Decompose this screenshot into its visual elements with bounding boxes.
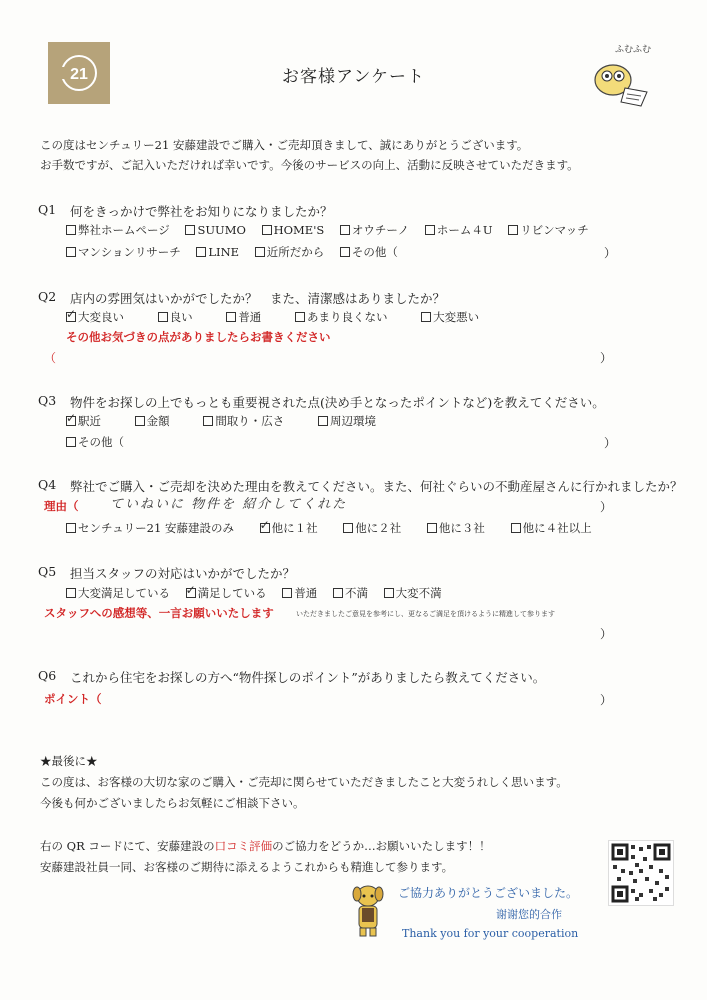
- q1-option[interactable]: その他（: [340, 244, 398, 260]
- q5-option[interactable]: 不満: [333, 585, 368, 601]
- checkbox[interactable]: [158, 312, 168, 322]
- checkbox[interactable]: [255, 247, 265, 257]
- q1-option[interactable]: オウチーノ: [340, 222, 409, 238]
- checkbox[interactable]: [508, 225, 518, 235]
- q4-close-paren: ）: [600, 500, 613, 514]
- q1-label: Q1: [38, 202, 57, 217]
- checkbox-checked[interactable]: [260, 523, 270, 533]
- q5-option[interactable]: ✓ 満足している: [186, 585, 267, 601]
- q4-label: Q4: [38, 477, 57, 492]
- review-highlight: 口コミ評価: [214, 839, 273, 853]
- checkbox[interactable]: [340, 225, 350, 235]
- q4-option[interactable]: ✓ 他に１社: [260, 520, 318, 536]
- q2-options: [66, 309, 491, 325]
- q5-options: [66, 585, 454, 601]
- q4-option[interactable]: 他に３社: [427, 520, 485, 536]
- qr-code[interactable]: [608, 840, 674, 906]
- checkbox-checked[interactable]: [66, 312, 76, 322]
- q1-option[interactable]: HOME'S: [262, 223, 325, 237]
- checkbox[interactable]: [425, 225, 435, 235]
- q3-options: [66, 413, 388, 429]
- q5-option[interactable]: 普通: [282, 585, 317, 601]
- q5-close-paren: ）: [600, 627, 613, 641]
- thanks-chinese: 谢谢您的合作: [496, 908, 562, 921]
- q5-text: 担当スタッフの対応はいかがでしたか？: [70, 566, 296, 581]
- qr-request: 右の QR コードにて、安藤建設の口コミ評価のご協力をどうか…お願いいたします！！: [40, 839, 491, 853]
- q1-option[interactable]: 弊社ホームページ: [66, 222, 170, 238]
- closing-line-2: 今後も何かございましたらお気軽にご相談下さい。: [40, 796, 305, 810]
- mascot-dog-icon: [348, 882, 388, 938]
- q4-handwritten-answer[interactable]: ていねいに 物件を 紹介してくれた: [110, 497, 348, 512]
- checkbox[interactable]: [343, 523, 353, 533]
- q2-option[interactable]: 良い: [158, 309, 193, 325]
- q6-text: これから住宅をお探しの方へ“物件探しのポイント”がありましたら教えてください。: [70, 670, 546, 685]
- q1-row2: [66, 244, 410, 260]
- checkbox[interactable]: [318, 416, 328, 426]
- q2-text: 店内の雰囲気はいかがでしたか？ また、清潔感はありましたか？: [70, 291, 446, 306]
- q2-option[interactable]: ✓大変良い: [66, 309, 124, 325]
- q1-option[interactable]: マンションリサーチ: [66, 244, 181, 260]
- checkbox[interactable]: [511, 523, 521, 533]
- checkbox[interactable]: [66, 225, 76, 235]
- q6-close-paren: ）: [600, 693, 613, 707]
- q1-close-paren: ）: [604, 246, 617, 260]
- checkbox[interactable]: [262, 225, 272, 235]
- checkbox[interactable]: [196, 247, 206, 257]
- q2-option[interactable]: あまり良くない: [295, 309, 388, 325]
- checkbox[interactable]: [282, 588, 292, 598]
- q1-option[interactable]: LINE: [196, 245, 239, 259]
- q3-option[interactable]: ✓駅近: [66, 413, 101, 429]
- checkbox[interactable]: [421, 312, 431, 322]
- q3-other[interactable]: その他（: [66, 434, 124, 450]
- closing-heading: ★最後に★: [40, 754, 98, 768]
- checkbox[interactable]: [384, 588, 394, 598]
- mascot-dog-icon: [585, 42, 653, 110]
- q5-label: Q5: [38, 564, 57, 579]
- q4-option[interactable]: 他に２社: [343, 520, 401, 536]
- checkbox[interactable]: [340, 247, 350, 257]
- q2-option[interactable]: 普通: [226, 309, 261, 325]
- q1-row1: [66, 222, 601, 238]
- checkbox[interactable]: [66, 437, 76, 447]
- checkbox[interactable]: [295, 312, 305, 322]
- q2-option[interactable]: 大変悪い: [421, 309, 479, 325]
- checkbox[interactable]: [226, 312, 236, 322]
- closing-line-1: この度は、お客様の大切な家のご購入・ご売却に関らせていただきましたこと大変うれしく思います。: [40, 775, 568, 789]
- checkbox[interactable]: [66, 588, 76, 598]
- checkbox[interactable]: [66, 247, 76, 257]
- checkbox[interactable]: [427, 523, 437, 533]
- thanks-japanese: ご協力ありがとうございました。: [398, 886, 579, 900]
- thanks-english: Thank you for your cooperation: [402, 927, 579, 940]
- q3-option[interactable]: 間取り・広さ: [203, 413, 284, 429]
- q1-option[interactable]: 近所だから: [255, 244, 325, 260]
- q3-close-paren: ）: [604, 436, 617, 450]
- q2-label: Q2: [38, 289, 57, 304]
- checkbox[interactable]: [185, 225, 195, 235]
- q3-text: 物件をお探しの上でもっとも重要視された点(決め手となったポイントなど)を教えてください。: [70, 395, 605, 410]
- checkbox[interactable]: [203, 416, 213, 426]
- q4-option[interactable]: 他に４社以上: [511, 520, 592, 536]
- q5-small-note: いただきましたご意見を参考にし、更なるご満足を頂けるように精進して参ります: [296, 610, 555, 618]
- q2-open-paren: （: [44, 351, 57, 365]
- q1-option[interactable]: SUUMO: [185, 223, 245, 237]
- q1-text: 何をきっかけで弊社をお知りになりましたか？: [70, 204, 333, 219]
- q1-option[interactable]: リビンマッチ: [508, 222, 589, 238]
- q4-option[interactable]: センチュリー21 安藤建設のみ: [66, 520, 234, 536]
- q5-option[interactable]: 大変満足している: [66, 585, 170, 601]
- checkbox-checked[interactable]: [186, 588, 196, 598]
- q3-option[interactable]: 金額: [135, 413, 170, 429]
- checkbox-checked[interactable]: [66, 416, 76, 426]
- q3-option[interactable]: 周辺環境: [318, 413, 376, 429]
- checkbox[interactable]: [135, 416, 145, 426]
- q2-close-paren: ）: [600, 351, 613, 365]
- q1-option[interactable]: ホーム４U: [425, 222, 493, 238]
- intro-line-2: お手数ですが、ご記入いただければ幸いです。今後のサービスの向上、活動に反映させていただきます。: [40, 158, 579, 172]
- page-title: お客様アンケート: [282, 67, 425, 87]
- staff-pledge: 安藤建設社員一同、お客様のご期待に添えるようこれからも精進して参ります。: [40, 860, 454, 874]
- intro-line-1: この度はセンチュリー21 安藤建設でご購入・ご売却頂きまして、誠にありがとうございます。: [40, 138, 529, 152]
- q3-label: Q3: [38, 393, 57, 408]
- q6-point-label: ポイント（: [44, 692, 102, 706]
- logo-text: 21: [70, 66, 88, 83]
- q2-note: その他お気づきの点がありましたらお書きください: [66, 330, 331, 344]
- mascot-caption: ふむふむ: [615, 45, 652, 55]
- checkbox[interactable]: [66, 523, 76, 533]
- checkbox[interactable]: [333, 588, 343, 598]
- q5-note: スタッフへの感想等、一言お願いいたします: [44, 606, 274, 620]
- q4-reason-label: 理由（: [44, 499, 79, 513]
- q4-options: [66, 520, 604, 536]
- q6-label: Q6: [38, 668, 57, 683]
- q4-text: 弊社でご購入・ご売却を決めた理由を教えてください。また、何社ぐらいの不動産屋さんに行かれましたか？: [70, 479, 683, 494]
- q5-option[interactable]: 大変不満: [384, 585, 442, 601]
